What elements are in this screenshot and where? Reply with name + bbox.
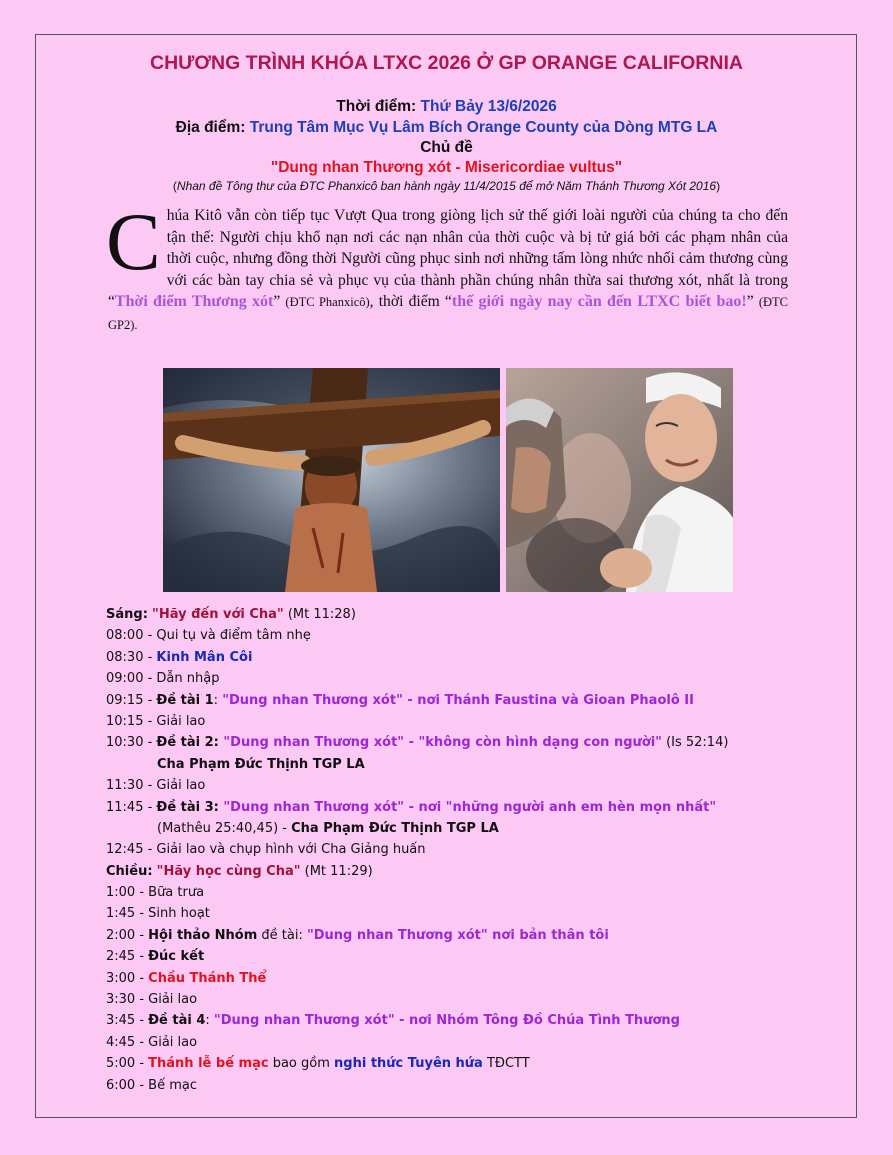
list-item: 11:30 - Giải lao — [106, 778, 206, 794]
drop-cap: C — [106, 196, 161, 287]
afternoon-header: Chiều: "Hãy học cùng Cha" (Mt 11:29) — [106, 863, 373, 879]
crucifix-illustration — [163, 368, 500, 592]
theme-label: Chủ đề — [420, 139, 473, 156]
speaker: Cha Phạm Đức Thịnh TGP LA — [157, 756, 365, 772]
list-item: 09:15 - Đề tài 1: "Dung nhan Thương xót" - nơi Thánh Faustina và Gioan Phaolô II — [106, 692, 694, 708]
theme-note-text: Nhan đề Tông thư của ĐTC Phanxicô ban hành ngày 11/4/2015 để mở Năm Thánh Thương Xót 2016 — [176, 179, 717, 193]
place-value: Trung Tâm Mục Vụ Lâm Bích Orange County của Dòng MTG LA — [249, 119, 718, 136]
list-item: 10:30 - Đề tài 2: "Dung nhan Thương xót" - "không còn hình dạng con người" (Is 52:14) — [106, 735, 729, 751]
list-item: 1:00 - Bữa trưa — [106, 885, 205, 901]
list-item: 12:45 - Giải lao và chụp hình với Cha Giảng huấn — [106, 842, 426, 858]
time-label: Thời điểm: — [336, 98, 417, 115]
list-item: 11:45 - Đề tài 3: "Dung nhan Thương xót" - nơi "những người anh em hèn mọn nhất" — [106, 799, 717, 815]
list-item: 5:00 - Thánh lễ bế mạc bao gồm nghi thức Tuyên hứa TĐCTT — [106, 1056, 530, 1072]
list-item: 3:30 - Giải lao — [106, 992, 198, 1008]
pope-photo — [506, 368, 733, 592]
pope-illustration — [506, 368, 733, 592]
crucifix-photo — [163, 368, 500, 592]
list-item: (Mathêu 25:40,45) - Cha Phạm Đức Thịnh TGP LA — [157, 820, 499, 836]
list-item: 3:45 - Đề tài 4: "Dung nhan Thương xót" - nơi Nhóm Tông Đồ Chúa Tình Thương — [106, 1013, 680, 1029]
page-title: CHƯƠNG TRÌNH KHÓA LTXC 2026 Ở GP ORANGE CALIFORNIA — [150, 52, 743, 74]
list-item: 08:30 - Kinh Mân Côi — [106, 649, 253, 665]
list-item: 08:00 - Qui tụ và điểm tâm nhẹ — [106, 628, 311, 644]
list-item: 6:00 - Bế mạc — [106, 1077, 197, 1093]
theme-note: (Nhan đề Tông thư của ĐTC Phanxicô ban hành ngày 11/4/2015 để mở Năm Thánh Thương Xót 2016) — [172, 179, 721, 193]
time-value: Thứ Bảy 13/6/2026 — [420, 98, 557, 115]
list-item: 4:45 - Giải lao — [106, 1034, 198, 1050]
highlight-mercy-time: Thời điểm Thương xót — [114, 293, 274, 311]
theme-value: "Dung nhan Thương xót - Misericordiae vultus" — [270, 159, 623, 176]
list-item: 3:00 - Chầu Thánh Thể — [106, 970, 267, 986]
list-item: 1:45 - Sinh hoạt — [106, 906, 210, 922]
place-line: Địa điểm: Trung Tâm Mục Vụ Lâm Bích Orange County của Dòng MTG LA — [175, 119, 718, 136]
morning-header: Sáng: "Hãy đến với Cha" (Mt 11:28) — [106, 607, 356, 622]
time-line — [0, 98, 893, 116]
list-item: 2:00 - Hội thảo Nhóm đề tài: "Dung nhan Thương xót" nơi bản thân tôi — [106, 927, 609, 943]
schedule — [106, 604, 846, 1096]
list-item: 10:15 - Giải lao — [106, 713, 206, 729]
intro-paragraph: Chúa Kitô vẫn còn tiếp tục Vượt Qua trong giòng lịch sử thế giới loài người của chúng ta cho đến tận thế: Người chịu khổ nạn nơi các nạn nhân của thời cuộc và bị tử giá bởi các phạm nhân của thời cuộc, nhưng đồng thời Người cũng phục sinh nơi những tấm lòng nhức nhối cảm thương cùng với các bàn tay chia sẻ và phục vụ của thành phần chúng nhân thừa sai thương xót, nhất là trong “Thời điểm Thương xót” (ĐTC Phanxicô), thời điểm “thế giới ngày nay cần đến LTXC biết bao!” (ĐTC GP2). — [106, 196, 788, 332]
list-item: 2:45 - Đúc kết — [106, 949, 205, 965]
place-label: Địa điểm — [175, 119, 241, 136]
list-item: 09:00 - Dẫn nhập — [106, 671, 220, 687]
highlight-world-needs: thế giới ngày nay cần đến LTXC biết bao! — [451, 293, 747, 311]
